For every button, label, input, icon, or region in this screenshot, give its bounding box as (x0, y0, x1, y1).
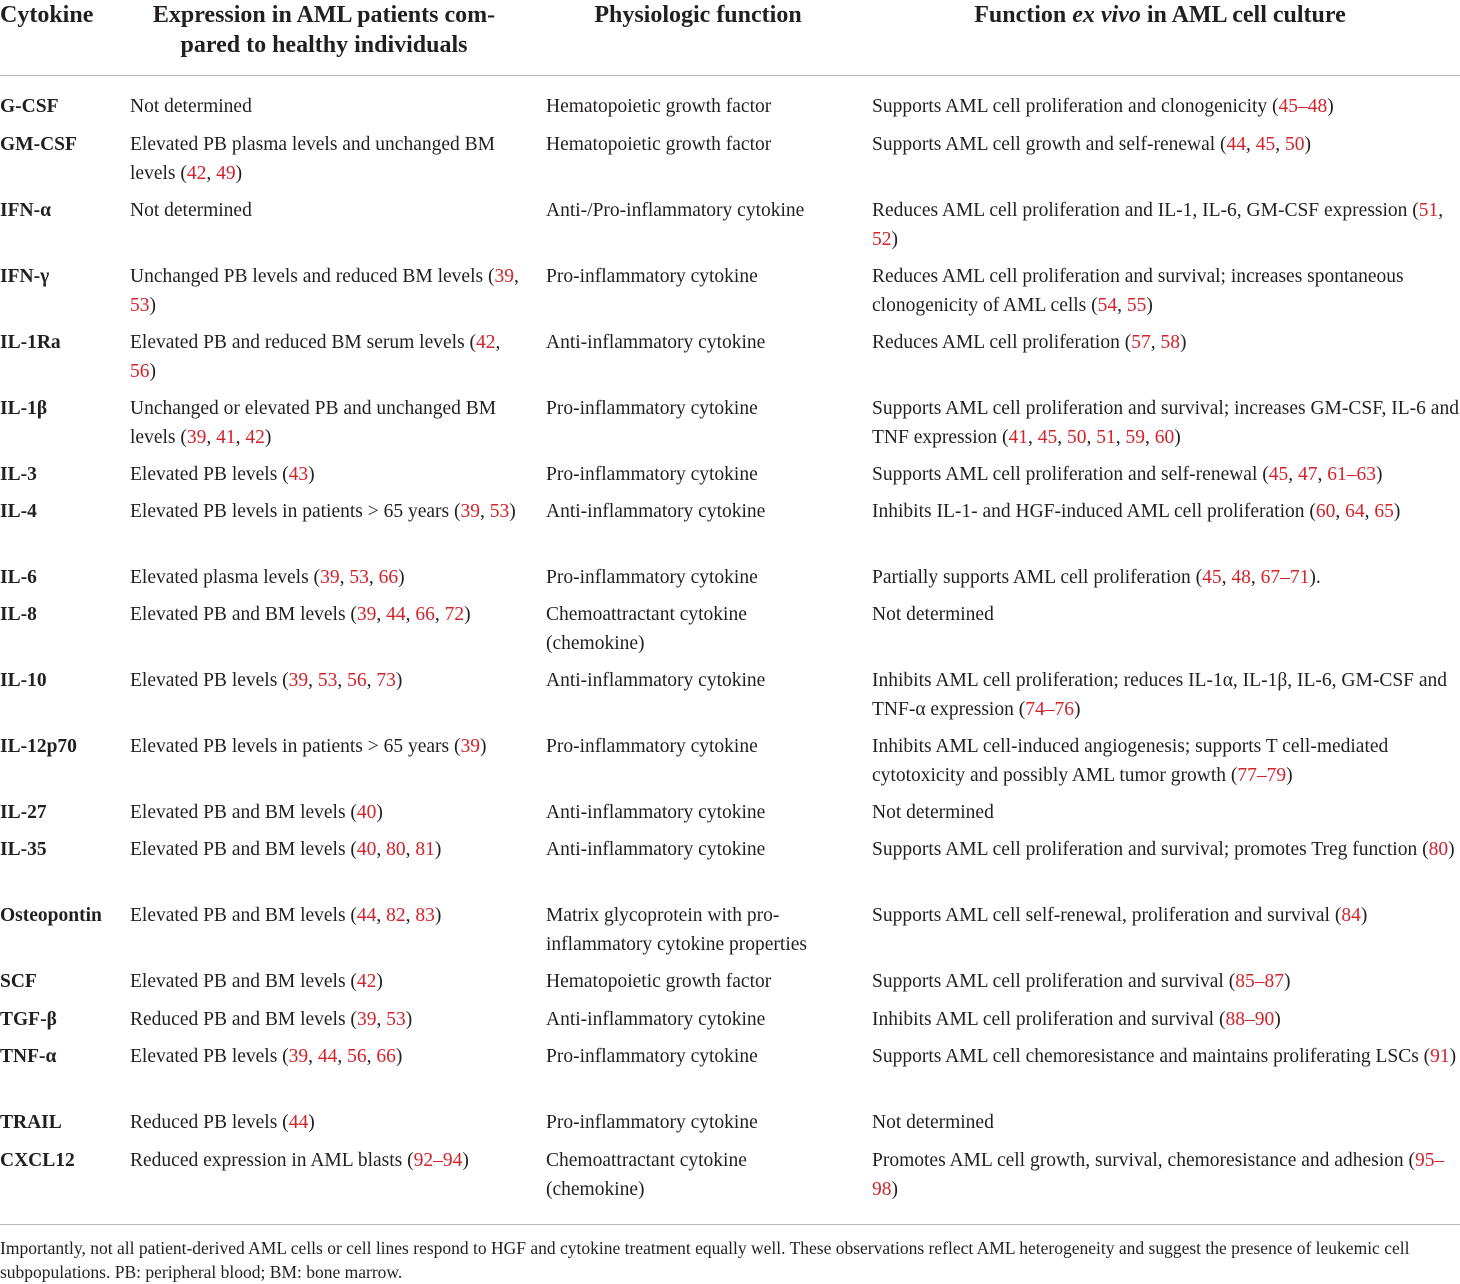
header-expression-line-2: pared to healthy individuals (180, 32, 468, 58)
expression-cell (130, 968, 530, 997)
reference-link[interactable]: 66 (376, 1046, 396, 1067)
physiologic-cell-text: Anti-inflammatory cytokine (546, 802, 766, 823)
expression-cell (130, 263, 530, 320)
reference-link[interactable]: 53 (130, 294, 150, 316)
reference-link[interactable]: 64 (1345, 501, 1365, 522)
function-cell-text: Supports AML cell proliferation and survival; increases GM-CSF, IL-6 and TNF expression ( (872, 398, 1459, 448)
reference-link[interactable]: 81 (415, 839, 435, 860)
function-cell-text: Supports AML cell proliferation and clonogenicity ( (872, 96, 1279, 117)
expression-cell-text: ) (395, 670, 403, 691)
expression-cell-text: Not determined (130, 200, 252, 221)
cytokine-name: Osteopontin (0, 905, 102, 926)
physiologic-cell-text: Anti-inflammatory cytokine (546, 501, 766, 522)
function-cell (872, 329, 1460, 358)
reference-link[interactable]: 51 (1096, 426, 1116, 448)
expression-cell (130, 601, 530, 630)
reference-link[interactable]: 72 (444, 604, 465, 625)
expression-cell-text: , (366, 1046, 377, 1067)
expression-cell-text: ) (405, 1009, 413, 1030)
expression-cell-text: , (405, 905, 416, 926)
physiologic-cell (546, 799, 846, 828)
cytokine-name: IL-12p70 (0, 736, 77, 757)
expression-cell-text: ) (434, 905, 442, 926)
expression-cell (130, 329, 530, 386)
physiologic-cell (546, 836, 846, 865)
function-cell (872, 836, 1460, 865)
function-cell-text: Reduces AML cell proliferation and survival; increases spontaneous clonogenicity of AML cells ( (872, 266, 1404, 316)
function-cell-text: ) (1449, 1046, 1457, 1067)
expression-cell-text: , (235, 426, 246, 448)
function-cell-text: , (1317, 464, 1328, 485)
physiologic-cell (546, 1006, 846, 1035)
expression-cell (130, 1043, 530, 1072)
physiologic-cell (546, 395, 846, 424)
function-cell-text: Promotes AML cell growth, survival, chemoresistance and adhesion ( (872, 1150, 1415, 1171)
expression-cell (130, 131, 530, 188)
header-expression-line-1: Expression in AML patients com- (152, 2, 496, 28)
expression-cell (130, 902, 530, 931)
expression-cell-text: Reduced PB and BM levels ( (130, 1009, 357, 1030)
expression-cell-text: , (495, 332, 501, 353)
physiologic-cell-text: Pro-inflammatory cytokine (546, 567, 758, 588)
reference-link[interactable]: 56 (347, 1046, 367, 1067)
reference-link[interactable]: 50 (1066, 426, 1087, 448)
expression-cell-text: Reduced expression in AML blasts ( (130, 1150, 414, 1171)
expression-cell-text: , (368, 567, 379, 588)
reference-link[interactable]: 39 (494, 266, 514, 287)
function-cell (872, 1006, 1460, 1035)
cytokine-name: IL-3 (0, 464, 37, 485)
expression-cell-text: , (513, 266, 519, 287)
physiologic-cell-text: Pro-inflammatory cytokine (546, 464, 758, 485)
reference-link[interactable]: 80 (386, 839, 406, 860)
physiologic-cell-text: Pro-inflammatory cytokine (546, 266, 758, 287)
expression-cell-text: ) (464, 604, 471, 625)
expression-cell-text: ) (462, 1150, 469, 1171)
function-cell-text: ) (1304, 134, 1312, 155)
reference-link[interactable]: 49 (216, 162, 236, 184)
reference-link[interactable]: 53 (386, 1009, 406, 1030)
reference-link[interactable]: 84 (1341, 905, 1361, 926)
function-cell-text: Supports AML cell proliferation and survival; promotes Treg function ( (872, 839, 1429, 860)
reference-link[interactable]: 39 (288, 670, 309, 691)
expression-cell-text: ) (480, 736, 487, 757)
cytokine-name: IL-1Ra (0, 332, 61, 353)
expression-cell-text: Elevated PB and BM levels ( (130, 604, 357, 625)
expression-cell (130, 395, 530, 452)
function-cell-text: , (1250, 567, 1261, 588)
cytokine-name: IL-6 (0, 567, 37, 588)
cytokine-name: SCF (0, 971, 37, 992)
function-cell-text: Supports AML cell proliferation and survival ( (872, 971, 1236, 992)
physiologic-cell (546, 1109, 846, 1138)
function-cell (872, 461, 1460, 490)
expression-cell-text: ) (264, 426, 272, 448)
reference-link[interactable]: 66 (415, 604, 435, 625)
reference-link[interactable]: 39 (186, 426, 207, 448)
header-function-italic: ex vivo (1072, 2, 1141, 28)
function-cell (872, 733, 1460, 790)
expression-cell-text: Elevated PB levels in patients > 65 years ( (130, 736, 461, 757)
expression-cell-text: Not determined (130, 96, 252, 117)
physiologic-cell (546, 1147, 846, 1204)
expression-cell-text: Reduced PB levels ( (130, 1112, 289, 1133)
reference-link[interactable]: 41 (216, 426, 236, 448)
function-cell (872, 1109, 1460, 1138)
expression-cell-text: , (376, 905, 387, 926)
physiologic-cell (546, 968, 846, 997)
function-cell-text: ) (1448, 839, 1455, 860)
function-cell (872, 131, 1460, 160)
reference-link[interactable]: 92–94 (413, 1150, 463, 1171)
reference-link[interactable]: 53 (317, 670, 338, 691)
expression-cell-text: Elevated PB and BM levels ( (130, 839, 357, 860)
reference-link[interactable]: 39 (356, 604, 377, 625)
cytokine-name: G-CSF (0, 96, 59, 117)
reference-link[interactable]: 91 (1430, 1046, 1450, 1067)
function-cell-text: Inhibits AML cell proliferation; reduces IL-1α, IL-1β, IL-6, GM-CSF and TNF-α expression ( (872, 670, 1448, 720)
function-cell-text: Supports AML cell chemoresistance and maintains proliferating LSCs ( (872, 1046, 1431, 1067)
expression-cell-text: Elevated PB plasma levels and unchanged BM levels ( (130, 134, 495, 184)
function-cell-text: , (1275, 134, 1286, 155)
function-cell-text: ) (891, 228, 898, 250)
expression-cell-text: Elevated PB levels ( (130, 670, 289, 691)
physiologic-cell (546, 667, 846, 696)
reference-link[interactable]: 44 (317, 1046, 338, 1067)
expression-cell-text: ) (235, 162, 243, 184)
function-cell-text: ) (1179, 332, 1187, 353)
expression-cell-text: , (376, 839, 387, 860)
function-cell (872, 799, 1460, 828)
reference-link[interactable]: 39 (288, 1046, 309, 1067)
reference-link[interactable]: 42 (476, 332, 496, 353)
physiologic-cell-text: Anti-inflammatory cytokine (546, 1009, 766, 1030)
physiologic-cell-text: Anti-/Pro-inflammatory cytokine (546, 200, 805, 221)
header-cytokine: Cytokine (0, 2, 94, 28)
reference-link[interactable]: 39 (320, 567, 340, 588)
physiologic-cell-text: Hematopoietic growth factor (546, 96, 772, 117)
reference-link[interactable]: 39 (460, 736, 481, 757)
function-cell-text: , (1438, 200, 1444, 221)
reference-link[interactable]: 51 (1418, 200, 1439, 221)
function-cell (872, 1147, 1460, 1204)
function-cell-text: Not determined (872, 802, 994, 823)
function-cell (872, 968, 1460, 997)
reference-link[interactable]: 82 (386, 905, 406, 926)
expression-cell-text: ) (376, 971, 383, 992)
reference-link[interactable]: 44 (386, 604, 406, 625)
header-function (890, 0, 1430, 30)
expression-cell (130, 1147, 530, 1176)
header-rule (0, 75, 1460, 76)
function-cell-text: ) (1274, 1009, 1281, 1030)
expression-cell-text: , (337, 670, 348, 691)
expression-cell-text: , (337, 1046, 348, 1067)
reference-link[interactable]: 67–71 (1260, 567, 1310, 588)
reference-link[interactable]: 41 (1008, 426, 1028, 448)
expression-cell-text: Elevated PB levels ( (130, 1046, 289, 1067)
function-cell-text: , (1086, 426, 1097, 448)
reference-link[interactable]: 59 (1125, 426, 1145, 448)
function-cell-text: ) (1174, 426, 1181, 448)
reference-link[interactable]: 80 (1428, 839, 1449, 860)
reference-link[interactable]: 42 (356, 971, 377, 992)
function-cell-text: Supports AML cell growth and self-renewal ( (872, 134, 1227, 155)
expression-cell-text: Elevated plasma levels ( (130, 567, 321, 588)
reference-link[interactable]: 44 (1226, 134, 1247, 155)
reference-link[interactable]: 52 (872, 228, 892, 250)
expression-cell (130, 667, 530, 696)
function-cell (872, 93, 1460, 122)
reference-link[interactable]: 44 (356, 905, 377, 926)
expression-cell (130, 564, 530, 593)
reference-link[interactable]: 48 (1231, 567, 1251, 588)
reference-link[interactable]: 39 (356, 1009, 377, 1030)
function-cell-text: , (1335, 501, 1346, 522)
expression-cell (130, 836, 530, 865)
physiologic-cell-text: Pro-inflammatory cytokine (546, 1046, 758, 1067)
reference-link[interactable]: 42 (186, 162, 207, 184)
expression-cell-text: Elevated PB levels ( (130, 464, 289, 485)
reference-link[interactable]: 45 (1255, 134, 1276, 155)
physiologic-cell (546, 93, 846, 122)
function-cell (872, 263, 1460, 320)
reference-link[interactable]: 42 (245, 426, 265, 448)
cytokine-name: IL-1β (0, 398, 48, 419)
header-function-pre: Function (974, 2, 1073, 28)
function-cell-text: , (1117, 294, 1127, 316)
table-footnote: Importantly, not all patient-derived AML cells or cell lines respond to HGF and cytokine treatment equally well. These observations reflect AML heterogeneity and suggest the presence of leukemic cell subpopulations. PB: peripheral blood; BM: bone marrow. (0, 1238, 1410, 1282)
cytokine-name: IL-27 (0, 802, 47, 823)
physiologic-cell (546, 601, 846, 658)
function-cell-text: ) (1146, 294, 1153, 316)
function-cell-text: , (1288, 464, 1298, 485)
expression-cell-text: , (376, 604, 387, 625)
expression-cell (130, 799, 530, 828)
function-cell-text: , (1144, 426, 1155, 448)
physiologic-cell-text: Chemoattractant cytokine (chemokine) (546, 604, 747, 654)
expression-cell-text: ) (308, 464, 315, 485)
expression-cell-text: , (405, 839, 416, 860)
reference-link[interactable]: 88–90 (1225, 1009, 1275, 1030)
function-cell-text: Inhibits AML cell-induced angiogenesis; supports T cell-mediated cytotoxicity and possibly AML tumor growth ( (872, 736, 1389, 786)
header-physiologic: Physiologic function (594, 2, 802, 28)
function-cell-text: Supports AML cell proliferation and self-renewal ( (872, 464, 1269, 485)
function-cell-text: ) (1393, 501, 1401, 522)
header-expression (124, 0, 524, 60)
reference-link[interactable]: 61–63 (1327, 464, 1376, 485)
expression-cell-text: ) (376, 802, 383, 823)
expression-cell-text: ) (149, 360, 156, 382)
physiologic-cell (546, 564, 846, 593)
cytokine-name: IL-35 (0, 839, 47, 860)
function-cell-text: Inhibits AML cell proliferation and survival ( (872, 1009, 1226, 1030)
reference-link[interactable]: 45 (1268, 464, 1289, 485)
cytokine-name: IFN-α (0, 200, 51, 221)
reference-link[interactable]: 60 (1154, 426, 1175, 448)
expression-cell-text: , (434, 604, 445, 625)
reference-link[interactable]: 40 (356, 839, 377, 860)
function-cell-text: ) (891, 1178, 898, 1200)
physiologic-cell-text: Chemoattractant cytokine (chemokine) (546, 1150, 747, 1200)
physiologic-cell-text: Pro-inflammatory cytokine (546, 1112, 758, 1133)
reference-link[interactable]: 77–79 (1237, 764, 1287, 786)
function-cell (872, 1043, 1460, 1072)
function-cell-text: , (1150, 332, 1161, 353)
reference-link[interactable]: 65 (1374, 501, 1394, 522)
reference-link[interactable]: 44 (288, 1112, 309, 1133)
cytokine-name: TRAIL (0, 1112, 62, 1133)
physiologic-cell-text: Pro-inflammatory cytokine (546, 398, 758, 419)
footer-rule (0, 1224, 1460, 1225)
function-cell-text: ) (1376, 464, 1383, 485)
function-cell (872, 601, 1460, 630)
expression-cell-text: , (206, 162, 217, 184)
expression-cell-text: , (308, 670, 318, 691)
function-cell-text: ) (1286, 764, 1293, 786)
cytokine-name: IL-4 (0, 501, 37, 522)
function-cell (872, 902, 1460, 931)
cytokine-name: IFN-γ (0, 266, 50, 287)
physiologic-cell (546, 1043, 846, 1072)
reference-link[interactable]: 53 (349, 567, 369, 588)
function-cell (872, 498, 1460, 527)
function-cell-text: , (1057, 426, 1067, 448)
expression-cell-text: Elevated PB and BM levels ( (130, 802, 357, 823)
physiologic-cell (546, 498, 846, 527)
physiologic-cell-text: Hematopoietic growth factor (546, 134, 772, 155)
function-cell-text: ) (1283, 971, 1291, 992)
physiologic-cell (546, 131, 846, 160)
function-cell (872, 564, 1460, 593)
reference-link[interactable]: 73 (376, 670, 396, 691)
expression-cell (130, 1109, 530, 1138)
header-function-post: in AML cell culture (1140, 2, 1346, 28)
reference-link[interactable]: 39 (460, 501, 481, 522)
reference-link[interactable]: 53 (489, 501, 510, 522)
physiologic-cell-text: Matrix glycoprotein with pro-inflammatory cytokine properties (546, 905, 808, 955)
expression-cell-text: Elevated PB levels in patients > 65 years ( (130, 501, 461, 522)
physiologic-cell-text: Anti-inflammatory cytokine (546, 670, 766, 691)
function-cell-text: ). (1309, 567, 1321, 588)
reference-link[interactable]: 43 (288, 464, 309, 485)
expression-cell-text: Elevated PB and BM levels ( (130, 905, 357, 926)
physiologic-cell (546, 461, 846, 490)
function-cell-text: , (1115, 426, 1126, 448)
expression-cell-text: ) (434, 839, 442, 860)
function-cell-text: , (1246, 134, 1256, 155)
expression-cell-text: ) (509, 501, 516, 522)
function-cell-text: ) (1073, 698, 1081, 720)
function-cell (872, 197, 1460, 254)
physiologic-cell-text: Pro-inflammatory cytokine (546, 736, 758, 757)
reference-link[interactable]: 45 (1202, 567, 1222, 588)
reference-link[interactable]: 55 (1126, 294, 1147, 316)
reference-link[interactable]: 57 (1131, 332, 1151, 353)
reference-link[interactable]: 45–48 (1278, 96, 1328, 117)
function-cell-text: Not determined (872, 1112, 994, 1133)
expression-cell-text: Unchanged PB levels and reduced BM levels ( (130, 266, 495, 287)
expression-cell-text: ) (398, 567, 405, 588)
expression-cell-text: Elevated PB and reduced BM serum levels ( (130, 332, 477, 353)
function-cell-text: , (1364, 501, 1375, 522)
reference-link[interactable]: 56 (347, 670, 367, 691)
expression-cell (130, 461, 530, 490)
function-cell-text: ) (1327, 96, 1334, 117)
reference-link[interactable]: 56 (130, 360, 150, 382)
physiologic-cell-text: Anti-inflammatory cytokine (546, 332, 766, 353)
function-cell-text: , (1027, 426, 1038, 448)
cytokine-name: TGF-β (0, 1009, 57, 1030)
expression-cell-text: , (405, 604, 416, 625)
cytokine-name: IL-8 (0, 604, 37, 625)
reference-link[interactable]: 85–87 (1235, 971, 1284, 992)
function-cell-text: Supports AML cell self-renewal, proliferation and survival ( (872, 905, 1342, 926)
function-cell-text: Reduces AML cell proliferation and IL-1, IL-6, GM-CSF expression ( (872, 200, 1419, 221)
reference-link[interactable]: 40 (356, 802, 377, 823)
reference-link[interactable]: 83 (415, 905, 435, 926)
expression-cell-text: ) (308, 1112, 315, 1133)
physiologic-cell (546, 902, 846, 959)
reference-link[interactable]: 95–98 (872, 1150, 1445, 1200)
expression-cell-text: ) (395, 1046, 403, 1067)
reference-link[interactable]: 50 (1285, 134, 1305, 155)
reference-link[interactable]: 66 (378, 567, 399, 588)
cytokine-name: TNF-α (0, 1046, 57, 1067)
reference-link[interactable]: 45 (1037, 426, 1058, 448)
physiologic-cell (546, 733, 846, 762)
cytokine-name: GM-CSF (0, 134, 77, 155)
expression-cell (130, 93, 530, 122)
physiologic-cell-text: Hematopoietic growth factor (546, 971, 772, 992)
expression-cell-text: , (480, 501, 490, 522)
physiologic-cell-text: Anti-inflammatory cytokine (546, 839, 766, 860)
reference-link[interactable]: 60 (1315, 501, 1336, 522)
function-cell-text: ) (1360, 905, 1368, 926)
expression-cell-text: Elevated PB and BM levels ( (130, 971, 357, 992)
function-cell (872, 667, 1460, 724)
reference-link[interactable]: 58 (1160, 332, 1180, 353)
expression-cell (130, 733, 530, 762)
function-cell-text: Partially supports AML cell proliferation ( (872, 567, 1203, 588)
expression-cell-text: Unchanged or elevated PB and unchanged BM levels ( (130, 398, 497, 448)
physiologic-cell (546, 197, 846, 226)
function-cell-text: Reduces AML cell proliferation ( (872, 332, 1132, 353)
cytokine-name: CXCL12 (0, 1150, 75, 1171)
expression-cell-text: , (339, 567, 350, 588)
function-cell-text: Not determined (872, 604, 994, 625)
cytokine-name: IL-10 (0, 670, 47, 691)
function-cell-text: , (1221, 567, 1232, 588)
expression-cell-text: ) (149, 294, 156, 316)
reference-link[interactable]: 54 (1097, 294, 1118, 316)
reference-link[interactable]: 47 (1298, 464, 1318, 485)
reference-link[interactable]: 74–76 (1025, 698, 1074, 720)
function-cell (872, 395, 1460, 452)
expression-cell (130, 1006, 530, 1035)
expression-cell-text: , (206, 426, 217, 448)
expression-cell-text: , (376, 1009, 387, 1030)
expression-cell-text: , (308, 1046, 318, 1067)
expression-cell-text: , (366, 670, 377, 691)
expression-cell (130, 498, 530, 527)
physiologic-cell (546, 329, 846, 358)
expression-cell (130, 197, 530, 226)
function-cell-text: Inhibits IL-1- and HGF-induced AML cell proliferation ( (872, 501, 1316, 522)
physiologic-cell (546, 263, 846, 292)
